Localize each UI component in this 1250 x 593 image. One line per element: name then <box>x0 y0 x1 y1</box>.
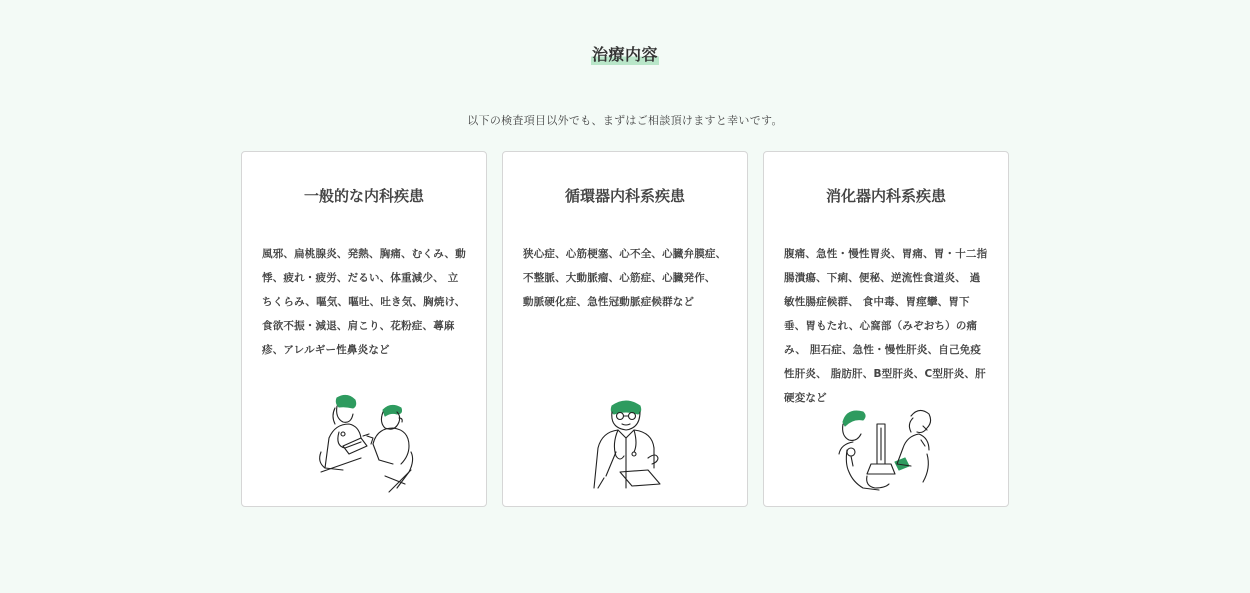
section-title: 治療内容 <box>591 42 659 65</box>
card-gastroenterology <box>763 151 1009 507</box>
card-body: 腹痛、急性・慢性胃炎、胃痛、胃・十二指腸潰瘍、下痢、便秘、逆流性食道炎、 過敏性腸症候群、 食中毒、胃痙攣、胃下垂、胃もたれ、心窩部（みぞおち）の痛み、 胆石症、急性・慢性肝炎、自己免疫性肝炎、 脂肪肝、B型肝炎、C型肝炎、肝硬変など <box>784 248 988 404</box>
card-title: 消化器内科系疾患 <box>825 187 946 205</box>
card-body: 狭心症、心筋梗塞、心不全、心臓弁膜症、不整脈、大動脈瘤、心筋症、心臓発作、 動脈硬化症、急性冠動脈症候群など <box>523 248 727 308</box>
card-body: 風邪、扁桃腺炎、発熱、胸痛、むくみ、動悸、疲れ・疲労、だるい、体重減少、 立ちくらみ、嘔気、嘔吐、吐き気、胸焼け、食欲不振・減退、肩こり、花粉症、蕁麻疹、アレルギー性鼻炎など <box>262 248 466 356</box>
section-lead: 以下の検査項目以外でも、まずはご相談頂けますと幸いです。 <box>467 114 783 127</box>
card-title: 循環器内科系疾患 <box>564 187 685 205</box>
card-list <box>241 151 1009 507</box>
doctor-consultation-illustration <box>315 392 415 492</box>
section-title-wrap <box>0 42 1250 65</box>
card-title: 一般的な内科疾患 <box>303 187 424 205</box>
doctor-stethoscope-illustration <box>576 398 676 498</box>
card-general-internal <box>241 151 487 507</box>
card-cardiology <box>502 151 748 507</box>
blood-pressure-illustration <box>837 406 937 506</box>
